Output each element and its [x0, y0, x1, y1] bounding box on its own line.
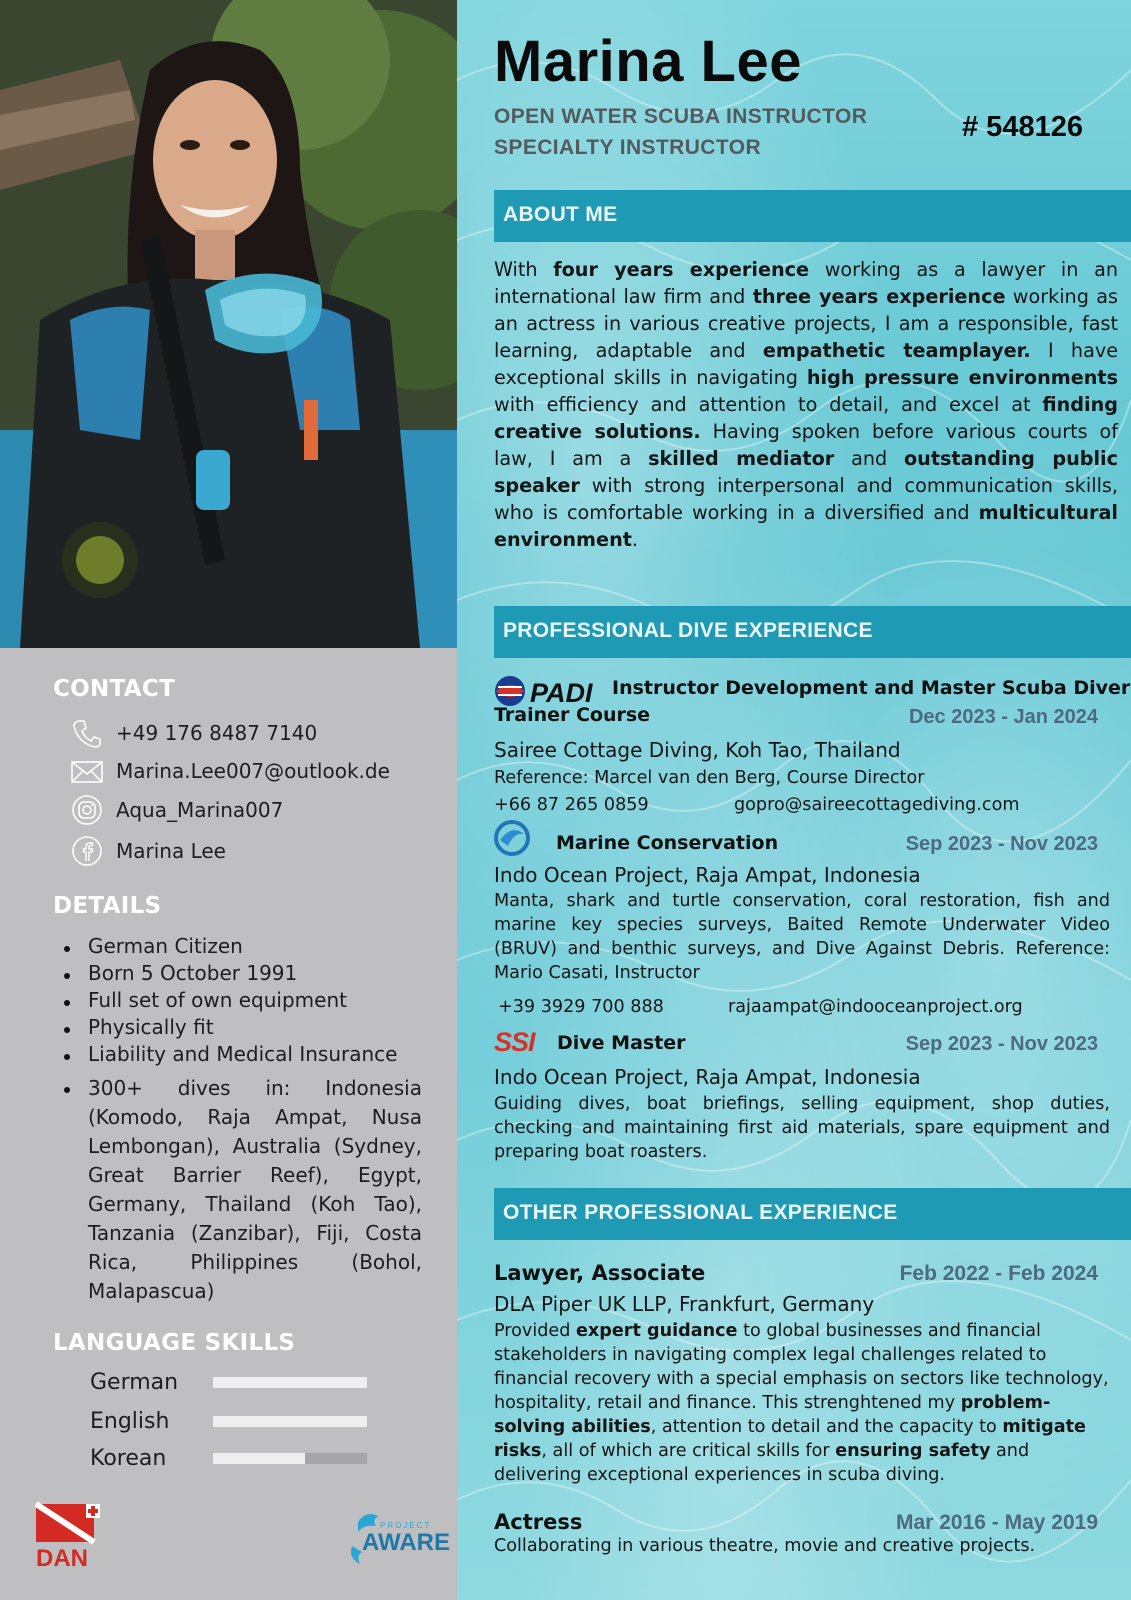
language-bar-fill — [213, 1377, 367, 1388]
emphasis-text: three years experience — [752, 285, 1006, 308]
right-panel — [457, 0, 1131, 1600]
profile-photo — [0, 0, 457, 648]
list-item: German Citizen — [64, 933, 422, 960]
phone-text: +49 176 8487 7140 — [116, 721, 318, 745]
language-bar-fill — [213, 1416, 367, 1427]
section-title: ABOUT ME — [503, 203, 618, 226]
conservation-logo — [494, 820, 534, 856]
ssi-logo — [494, 1027, 546, 1055]
language-bar-fill — [213, 1453, 305, 1464]
body-text: , all of which are critical skills for — [541, 1441, 836, 1461]
aware-logo-top: PROJECT — [380, 1521, 432, 1530]
job-dates: Mar 2016 - May 2019 — [896, 1511, 1098, 1534]
job-dates: Sep 2023 - Nov 2023 — [905, 833, 1098, 855]
facebook-text: Marina Lee — [116, 839, 226, 863]
body-text: Having spoken before various courts of law, I am a — [494, 420, 1118, 470]
emphasis-text: mitigate risks — [494, 1417, 1086, 1461]
language-row-english — [90, 1404, 367, 1438]
job-description — [494, 1319, 1110, 1487]
list-item: Physically fit — [64, 1014, 422, 1041]
about-text — [494, 256, 1118, 553]
job-title: Dive Master — [557, 1032, 686, 1054]
body-text: working as an actress in various creative projects, I am a responsible, fast learning, adaptable and — [494, 285, 1118, 362]
job-email[interactable]: gopro@saireecottagediving.com — [734, 795, 1020, 815]
contact-facebook[interactable] — [70, 833, 226, 869]
job-title-cont: Trainer Course — [494, 704, 651, 726]
job-phone[interactable]: +66 87 265 0859 — [494, 795, 649, 815]
instructor-number: # 548126 — [962, 111, 1083, 143]
language-name: Korean — [90, 1445, 167, 1471]
emphasis-text: empathetic teamplayer. — [762, 339, 1031, 362]
subtitle-2: SPECIALTY INSTRUCTOR — [494, 136, 762, 159]
language-bar — [213, 1453, 367, 1464]
job-description: Guiding dives, boat briefings, selling equipment, shop duties, checking and maintaining first aid materials, spare equipment and preparing boat roasters. — [494, 1094, 1110, 1162]
emphasis-text: problem-solving abilities — [494, 1393, 1051, 1437]
section-header-about — [494, 190, 1131, 242]
padi-logo-text: PADI — [530, 678, 593, 708]
instagram-icon — [70, 793, 104, 827]
emphasis-text: multicultural environment — [494, 501, 1118, 551]
emphasis-text: skilled mediator — [648, 447, 835, 470]
job-title: Marine Conservation — [556, 832, 779, 854]
body-text: with strong interpersonal and communication skills, who is comfortable working in a diversified and — [494, 474, 1118, 524]
left-panel — [0, 0, 457, 1600]
section-title: OTHER PROFESSIONAL EXPERIENCE — [503, 1201, 898, 1224]
section-header-other — [494, 1188, 1131, 1240]
ssi-logo-text: SSI — [494, 1027, 535, 1057]
section-header-dive — [494, 606, 1131, 658]
subtitle-1: OPEN WATER SCUBA INSTRUCTOR — [494, 105, 868, 128]
email-text: Marina.Lee007@outlook.de — [116, 759, 390, 783]
language-row-korean — [90, 1441, 367, 1475]
contact-phone[interactable] — [70, 715, 317, 751]
emphasis-text: expert guidance — [575, 1321, 738, 1341]
details-list — [64, 933, 422, 1306]
job-dates: Feb 2022 - Feb 2024 — [899, 1262, 1098, 1285]
language-name: English — [90, 1408, 170, 1434]
job-email[interactable]: rajaampat@indooceanproject.org — [728, 997, 1023, 1017]
job-place: Indo Ocean Project, Raja Ampat, Indonesia — [494, 1065, 921, 1089]
padi-logo — [494, 674, 594, 708]
details-heading: DETAILS — [53, 893, 162, 919]
language-bar — [213, 1416, 367, 1427]
language-name: German — [90, 1369, 179, 1395]
body-text: . — [631, 528, 639, 551]
phone-icon — [70, 716, 104, 750]
job-description: Collaborating in various theatre, movie and creative projects. — [494, 1536, 1036, 1556]
instagram-text: Aqua_Marina007 — [116, 798, 284, 822]
job-title: Lawyer, Associate — [494, 1261, 706, 1285]
list-item: Full set of own equipment — [64, 987, 422, 1014]
emphasis-text: finding creative solutions. — [494, 393, 1118, 443]
job-phone[interactable]: +39 3929 700 888 — [498, 997, 664, 1017]
language-heading: LANGUAGE SKILLS — [53, 1330, 296, 1356]
project-aware-logo — [346, 1502, 451, 1570]
job-place: Sairee Cottage Diving, Koh Tao, Thailand — [494, 738, 901, 762]
emphasis-text: four years experience — [553, 258, 810, 281]
body-text: I have exceptional skills in navigating — [494, 339, 1119, 389]
contact-instagram[interactable] — [70, 792, 283, 828]
contact-email[interactable] — [70, 753, 390, 789]
job-reference: Reference: Marcel van den Berg, Course Director — [494, 768, 925, 788]
body-text: and — [834, 447, 904, 470]
body-text: , attention to detail and the capacity to — [650, 1417, 1003, 1437]
language-row-german — [90, 1365, 367, 1399]
contact-heading: CONTACT — [53, 676, 176, 702]
emphasis-text: outstanding public speaker — [494, 447, 1118, 497]
job-title: Actress — [494, 1510, 583, 1534]
job-title: Instructor Development and Master Scuba Diver — [612, 677, 1131, 699]
section-title: PROFESSIONAL DIVE EXPERIENCE — [503, 619, 873, 642]
body-text: and delivering exceptional experiences in scuba diving. — [494, 1441, 1030, 1485]
emphasis-text: high pressure environments — [806, 366, 1118, 389]
job-dates: Dec 2023 - Jan 2024 — [908, 706, 1098, 728]
facebook-icon — [70, 834, 104, 868]
mail-icon — [70, 754, 104, 788]
body-text: With — [494, 258, 554, 281]
list-item: 300+ dives in: Indonesia (Komodo, Raja Ampat, Nusa Lembongan), Australia (Sydney, Great Barrier Reef), Egypt, Germany, Thailand (Koh Tao), Tanzania (Zanzibar), Fiji, Costa Rica, Philippines (Bohol, Malapascua) — [64, 1074, 422, 1306]
list-item: Born 5 October 1991 — [64, 960, 422, 987]
body-text: Provided — [494, 1321, 576, 1341]
job-place: DLA Piper UK LLP, Frankfurt, Germany — [494, 1292, 875, 1316]
body-text: working as a lawyer in an international law firm and — [494, 258, 1118, 308]
job-description: Manta, shark and turtle conservation, coral restoration, fish and marine key species surveys, Baited Remote Underwater Video (BRUV) and benthic surveys, and Dive Against Debris. Reference: Mario Casati, Instructor — [494, 891, 1110, 983]
aware-logo-text: AWARE — [362, 1529, 451, 1556]
list-item: Liability and Medical Insurance — [64, 1041, 422, 1068]
body-text: with efficiency and attention to detail, and excel at — [494, 393, 1043, 416]
page-title: Marina Lee — [494, 29, 802, 94]
job-place: Indo Ocean Project, Raja Ampat, Indonesia — [494, 863, 921, 887]
job-dates: Sep 2023 - Nov 2023 — [905, 1033, 1098, 1055]
dan-logo-text: DAN — [36, 1545, 88, 1572]
language-bar — [213, 1377, 367, 1388]
emphasis-text: ensuring safety — [835, 1441, 991, 1461]
dan-logo — [36, 1504, 100, 1572]
body-text: to global businesses and financial stakeholders in navigating complex legal challenges related to financial recovery with a special emphasis on sectors like technology, hospitality, retail and finance. This strenghtened my — [494, 1321, 1109, 1413]
